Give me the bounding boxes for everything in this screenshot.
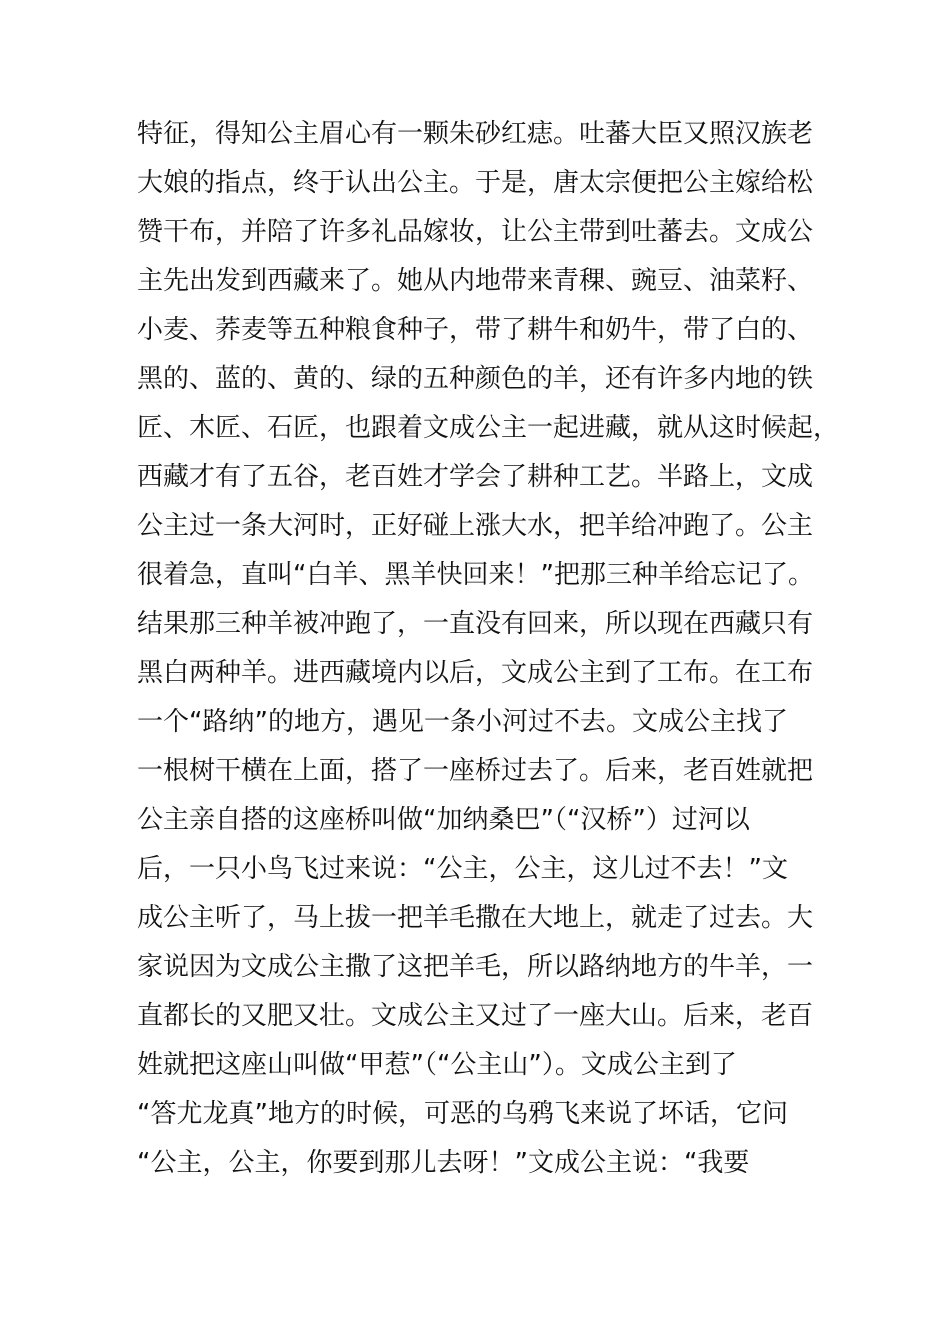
text-line: 黑白两种羊。进西藏境内以后，文成公主到了工布。在工布 [137,658,814,688]
text-line: 家说因为文成公主撒了这把羊毛，所以路纳地方的牛羊，一 [137,952,814,982]
text-line: 小麦、荞麦等五种粮食种子，带了耕牛和奶牛，带了白的、 [137,315,814,345]
text-line: 公主过一条大河时，正好碰上涨大水，把羊给冲跑了。公主 [137,511,814,541]
text-line: 一个“路纳”的地方，遇见一条小河过不去。文成公主找了 [137,707,788,737]
text-line: 成公主听了，马上拔一把羊毛撒在大地上，就走了过去。大 [137,903,814,933]
text-line: 西藏才有了五谷，老百姓才学会了耕种工艺。半路上，文成 [137,462,814,492]
text-line: 黑的、蓝的、黄的、绿的五种颜色的羊，还有许多内地的铁 [137,364,814,394]
text-line: 大娘的指点，终于认出公主。于是，唐太宗便把公主嫁给松 [137,168,814,198]
text-line: 赞干布，并陪了许多礼品嫁妆，让公主带到吐蕃去。文成公 [137,217,814,247]
text-line: 直都长的又肥又壮。文成公主又过了一座大山。后来，老百 [137,1001,814,1031]
text-line: 一根树干横在上面，搭了一座桥过去了。后来，老百姓就把 [137,756,814,786]
text-line: 匠、木匠、石匠，也跟着文成公主一起进藏，就从这时候起， [137,413,840,443]
text-line: 姓就把这座山叫做“甲惹”（“公主山”）。文成公主到了 [137,1050,737,1080]
text-line: “公主，公主，你要到那儿去呀！”文成公主说：“我要 [137,1148,750,1178]
text-line: 公主亲自搭的这座桥叫做“加纳桑巴”（“汉桥”）过河以 [137,805,750,835]
text-line: “答尤龙真”地方的时候，可恶的乌鸦飞来说了坏话，它问 [137,1099,788,1129]
text-line: 特征，得知公主眉心有一颗朱砂红痣。吐蕃大臣又照汉族老 [137,119,814,149]
text-line: 结果那三种羊被冲跑了，一直没有回来，所以现在西藏只有 [137,609,814,639]
body-text [137,110,840,1188]
text-line: 后，一只小鸟飞过来说：“公主，公主，这儿过不去！”文 [137,854,788,884]
text-line: 很着急，直叫“白羊、黑羊快回来！”把那三种羊给忘记了。 [137,560,814,590]
text-line: 主先出发到西藏来了。她从内地带来青稞、豌豆、油菜籽、 [137,266,814,296]
